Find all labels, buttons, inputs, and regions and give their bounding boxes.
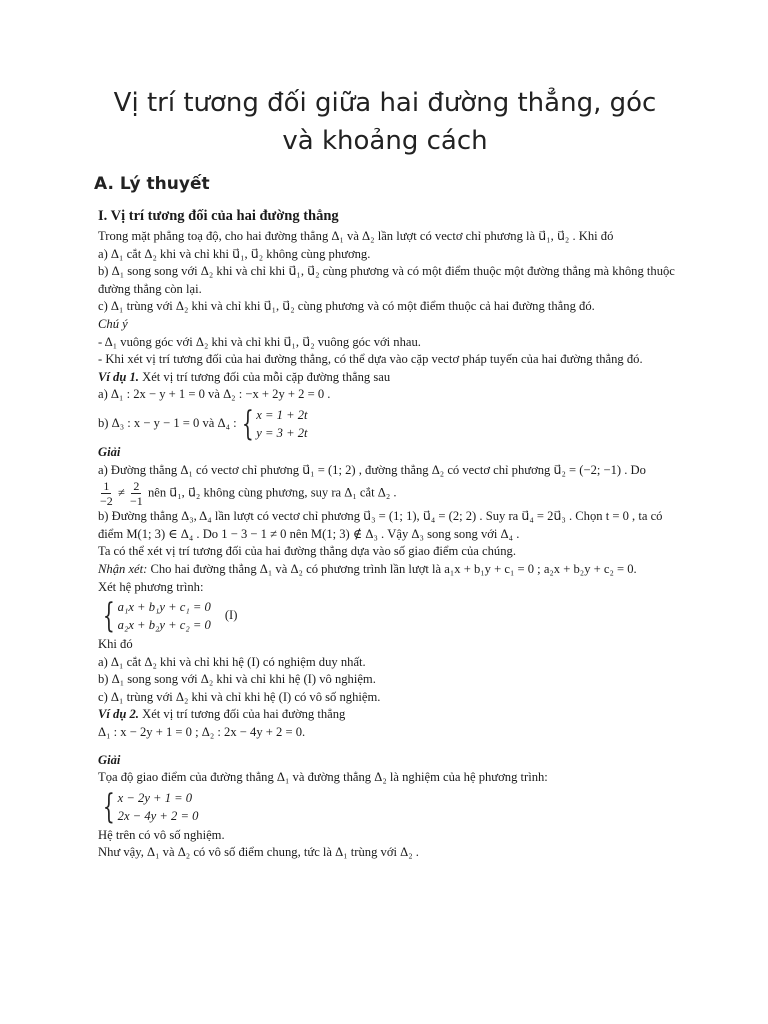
system-line: a₂x + b₂y + c₂ = 0: [117, 618, 211, 633]
system-line: a₁x + b₁y + c₁ = 0: [117, 600, 211, 615]
note-label: Chú ý: [98, 316, 128, 331]
system-line: y = 3 + 2t: [256, 425, 308, 440]
paragraph-intro: Trong mặt phẳng toạ độ, cho hai đường thẳng Δ₁ và Δ₂ lần lượt có vectơ chỉ phương là u⃗₁, u⃗₂ . Khi đó: [98, 229, 614, 243]
solution-2-system: [98, 786, 678, 827]
example-1-part-b-prefix: b) Δ₃ : x − y − 1 = 0 và Δ₄ :: [98, 416, 237, 431]
solution-1-part-a-conclusion: nên u⃗₁, u⃗₂ không cùng phương, suy ra Δ₁ cắt Δ₂ .: [147, 485, 397, 500]
paragraph-case-a: a) Δ₁ cắt Δ₂ khi và chỉ khi u⃗₁, u⃗₂ không cùng phương.: [98, 246, 371, 261]
example-2-label: Ví dụ 2.: [98, 707, 139, 722]
note-normal-vectors: - Khi xét vị trí tương đối của hai đường thẳng, có thể dựa vào cặp vectơ pháp tuyến của hai đường thẳng đó.: [98, 352, 643, 367]
result-b: b) Δ₁ song song với Δ₂ khi và chỉ khi hệ (I) vô nghiệm.: [98, 672, 376, 687]
example-1-part-a: a) Δ₁ : 2x − y + 1 = 0 và Δ₂ : −x + 2y + 2 = 0 .: [98, 387, 331, 402]
note-perpendicular: - Δ₁ vuông góc với Δ₂ khi và chỉ khi u⃗₁, u⃗₂ vuông góc với nhau.: [98, 334, 421, 349]
solution-2-result-2: Như vậy, Δ₁ và Δ₂ có vô số điểm chung, tức là Δ₁ trùng với Δ₂ .: [98, 845, 419, 860]
brace-symbol: {: [102, 596, 115, 637]
solution-2-result-1: Hệ trên có vô số nghiệm.: [98, 827, 225, 842]
system-i-label: (I): [224, 608, 238, 623]
paragraph-case-b: b) Δ₁ song song với Δ₂ khi và chỉ khi u⃗₁, u⃗₂ cùng phương và có một điểm thuộc một đường thẳng mà không thuộc đường thẳng còn lại.: [98, 264, 675, 296]
paragraph-case-c: c) Δ₁ trùng với Δ₂ khi và chỉ khi u⃗₁, u⃗₂ cùng phương và có một điểm thuộc cả hai đường thẳng đó.: [98, 299, 595, 314]
example-1: [98, 369, 678, 387]
then-label: Khi đó: [98, 637, 133, 652]
solution-label-2: Giải: [98, 752, 121, 767]
example-2: [98, 706, 678, 724]
solution-1-part-a-fraction-line: [98, 479, 678, 508]
example-2-text: Xét vị trí tương đối của hai đường thẳng: [138, 707, 346, 722]
result-a: a) Δ₁ cắt Δ₂ khi và chỉ khi hệ (I) có nghiệm duy nhất.: [98, 654, 366, 669]
system-line: 2x − 4y + 2 = 0: [117, 808, 199, 823]
system-i-lines: [118, 598, 211, 634]
solution-2-intro: Tọa độ giao điểm của đường thẳng Δ₁ và đường thẳng Δ₂ là nghiệm của hệ phương trình:: [98, 770, 548, 785]
consider-system: Xét hệ phương trình:: [98, 579, 204, 594]
document-body: [98, 206, 678, 862]
fraction: $\frac{2}{-1}$: [130, 479, 143, 509]
page-title: Vị trí tương đối giữa hai đường thẳng, góc và khoảng cách: [113, 88, 657, 156]
system-line: x − 2y + 1 = 0: [117, 790, 193, 805]
system-i: [98, 596, 678, 637]
solution-label-1: Giải: [98, 444, 121, 459]
solution-2-system-lines: [118, 789, 199, 825]
solution-1-part-a: a) Đường thẳng Δ₁ có vectơ chỉ phương u⃗₁ = (1; 2) , đường thẳng Δ₂ có vectơ chỉ phương u⃗₂ = (−2; −1) . Do: [98, 462, 646, 477]
result-c: c) Δ₁ trùng với Δ₂ khi và chỉ khi hệ (I) có vô số nghiệm.: [98, 689, 381, 704]
subsection-heading-relative-position: I. Vị trí tương đối của hai đường thẳng: [98, 208, 339, 224]
system-line: x = 1 + 2t: [256, 407, 308, 422]
example-1-part-b: [98, 403, 678, 444]
solution-1-part-b: b) Đường thẳng Δ₃, Δ₄ lần lượt có vectơ chỉ phương u⃗₃ = (1; 1), u⃗₄ = (2; 2) . Suy ra u⃗₄ = 2u⃗₃ . Chọn t = 0 , ta có điểm M(1; 3) ∈ Δ₄ . Do 1 − 3 − 1 ≠ 0 nên M(1; 3) ∉ Δ₃ . Vậy Δ₃ song song với Δ₄ .: [98, 509, 663, 541]
brace-symbol: {: [241, 403, 254, 444]
remark: [98, 561, 678, 579]
spacer: [98, 742, 678, 752]
example-2-equations: Δ₁ : x − 2y + 1 = 0 ; Δ₂ : 2x − 4y + 2 = 0.: [98, 725, 306, 740]
remark-text: Cho hai đường thẳng Δ₁ và Δ₂ có phương trình lần lượt là a₁x + b₁y + c₁ = 0 ; a₂x + b₂y + c₂ = 0.: [147, 561, 637, 576]
not-equal-sign: ≠: [117, 485, 125, 500]
example-1-text: Xét vị trí tương đối của mỗi cặp đường thẳng sau: [138, 369, 391, 384]
brace-symbol: {: [102, 786, 115, 827]
example-1-label: Ví dụ 1.: [98, 369, 139, 384]
remark-label: Nhận xét:: [98, 561, 148, 576]
section-heading-theory: A. Lý thuyết: [94, 174, 210, 194]
parametric-system: [256, 406, 307, 442]
fraction: $\frac{1}{-2}$: [100, 479, 113, 509]
paragraph-intersections: Ta có thể xét vị trí tương đối của hai đường thẳng dựa vào số giao điểm của chúng.: [98, 544, 516, 559]
